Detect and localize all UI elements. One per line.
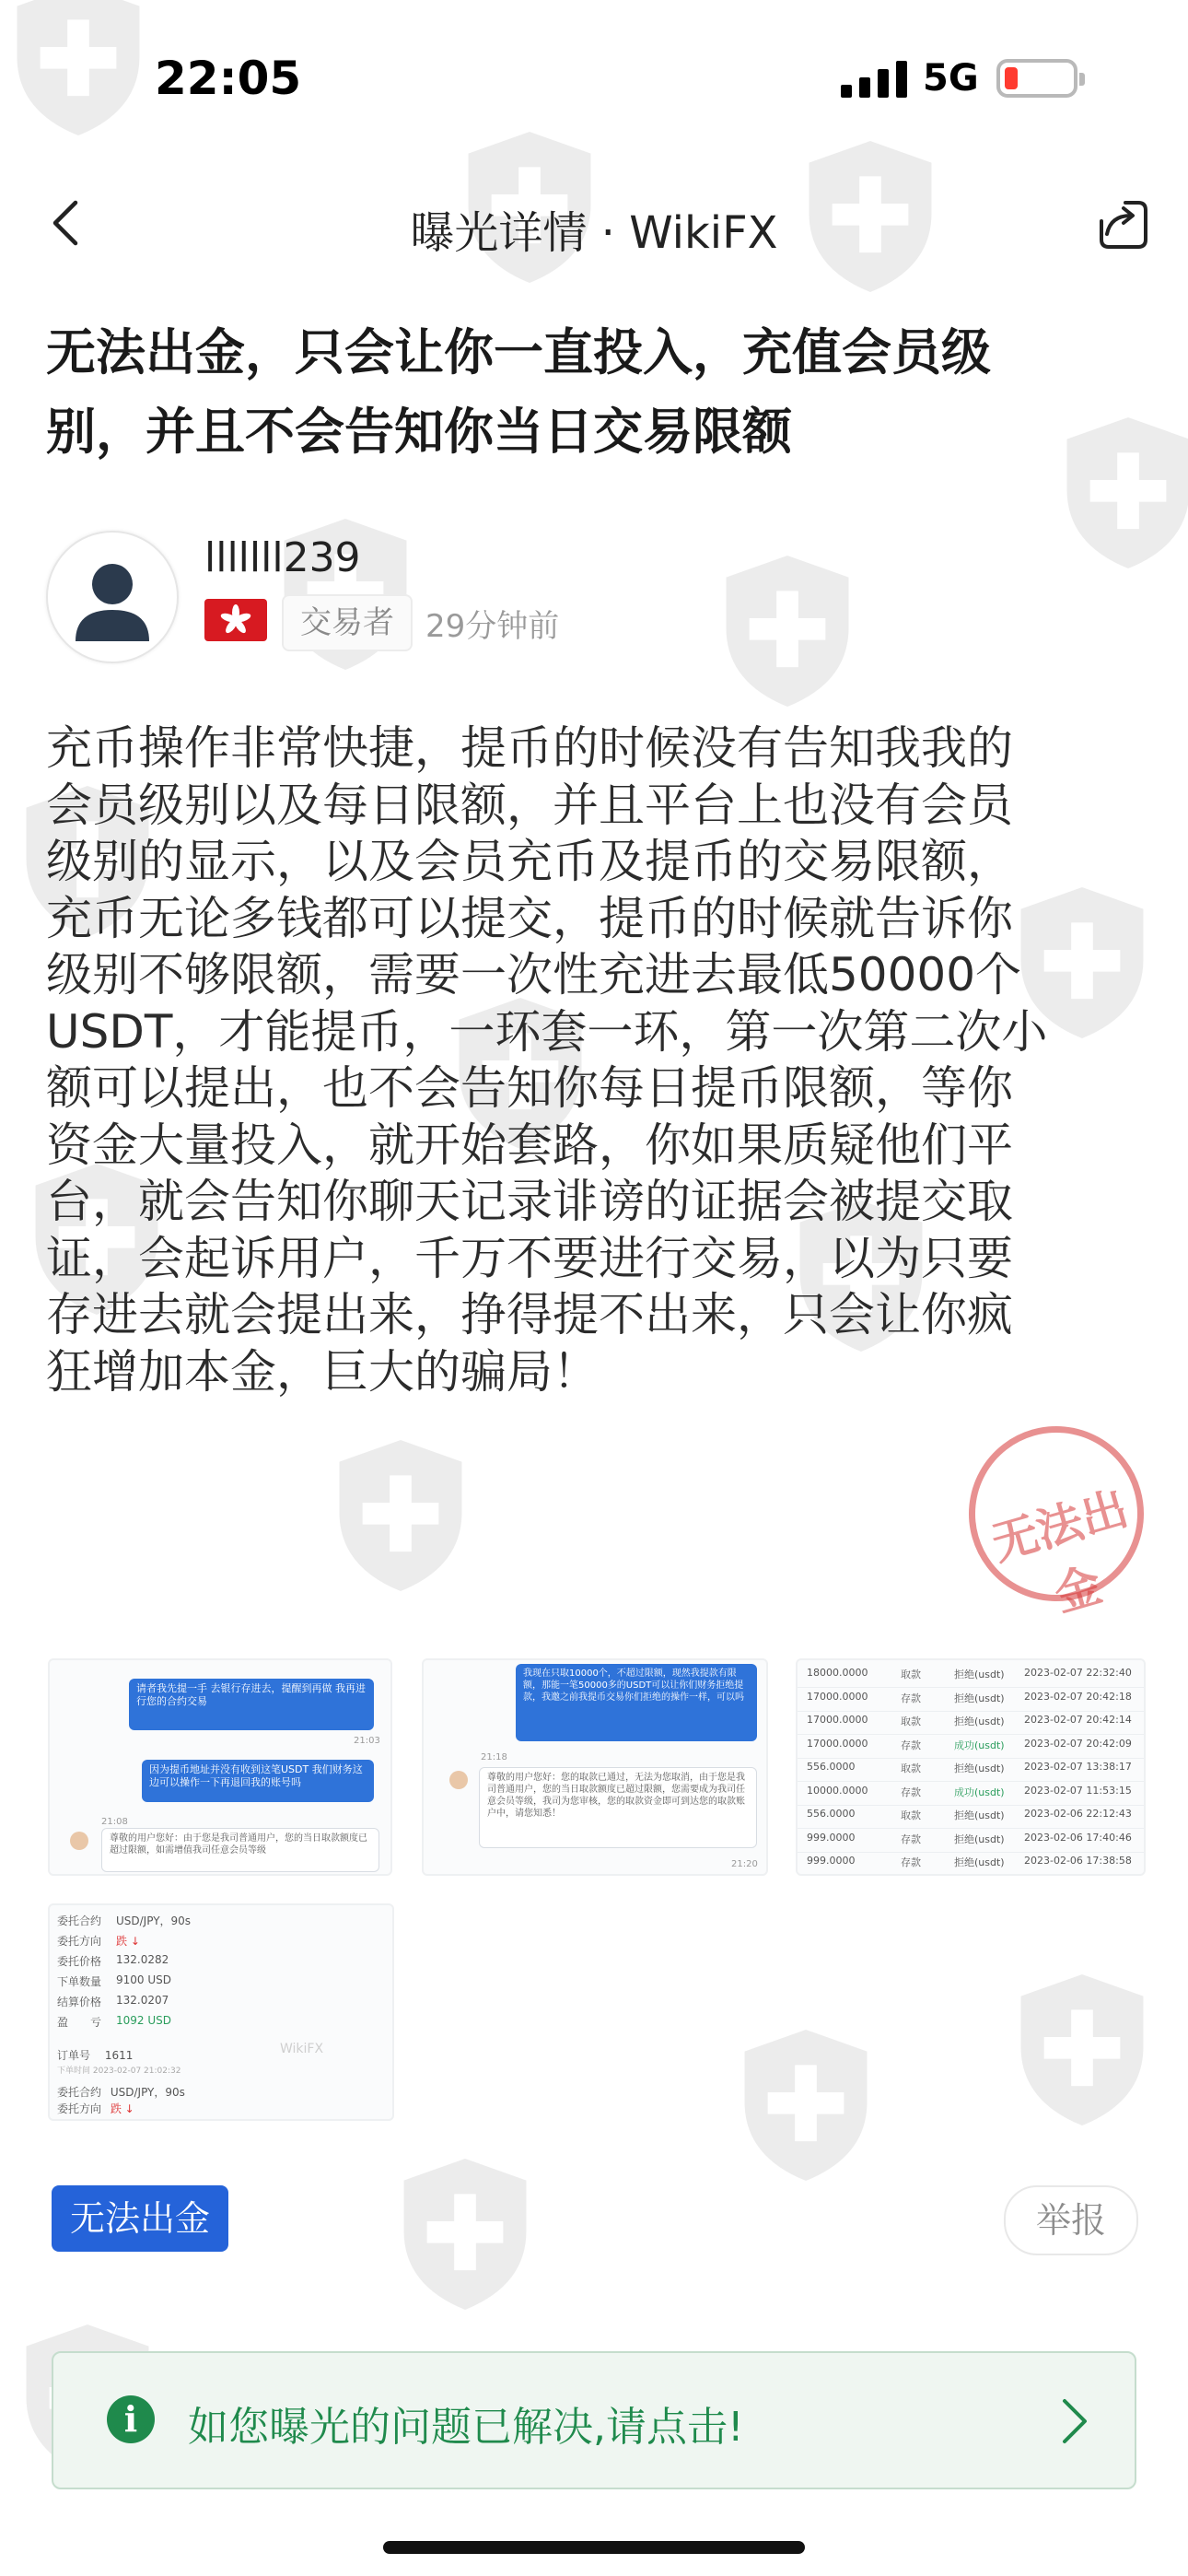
- order-direction: 跌 ↓: [110, 2102, 134, 2115]
- chat-bubble: 我现在只取10000个，不超过限额，现然我提款有限额，那能一笔50000多的USDT可以让你们财务拒绝提款，我邀之前我提币交易你们拒绝的操作一样，可以吗: [523, 1669, 744, 1703]
- screenshot-thumbnail-chat-2[interactable]: [422, 1658, 768, 1876]
- order-contract-label: 委托合约: [57, 2086, 102, 2099]
- body-line: 充币无论多钱都可以提交，提币的时候就告诉你: [46, 891, 1013, 945]
- order-contract: USD/JPY，90s: [110, 2086, 185, 2099]
- headline-line: 别，并且不会告知你当日交易限额: [46, 403, 792, 461]
- hong-kong-flag-icon: [204, 599, 267, 641]
- table-cell-status: 成功(usdt): [954, 1786, 1005, 1798]
- table-cell-amount: 999.0000: [807, 1831, 856, 1844]
- table-cell-amount: 17000.0000: [807, 1737, 868, 1750]
- avatar: [70, 1832, 88, 1850]
- battery-icon: [996, 59, 1077, 98]
- order-field-value: 1092 USD: [116, 2014, 171, 2027]
- order-field-value: 132.0282: [116, 1953, 169, 1966]
- table-cell-time: 2023-02-06 22:12:43: [1024, 1808, 1132, 1820]
- watermark-shield-icon: [332, 1437, 470, 1594]
- table-row: [798, 1780, 1144, 1806]
- table-cell-time: 2023-02-06 17:40:46: [1024, 1831, 1132, 1844]
- screenshot-thumbnail-chat-1[interactable]: [48, 1658, 392, 1876]
- chat-time: 21:18: [481, 1752, 507, 1762]
- chat-bubble: 请者我先提一手 去银行存进去，提醒到再做 我再进行您的合约交易: [136, 1682, 366, 1707]
- table-cell-time: 2023-02-07 11:53:15: [1024, 1784, 1132, 1797]
- screenshot-thumbnail-transactions[interactable]: [796, 1658, 1146, 1876]
- screenshot-thumbnail-order[interactable]: [48, 1903, 394, 2121]
- resolved-banner[interactable]: [52, 2351, 1136, 2489]
- chat-time: 21:08: [101, 1817, 128, 1827]
- navigation-bar: [0, 175, 1188, 276]
- order-field-label: 委托合约: [57, 1914, 102, 1927]
- clock: 22:05: [155, 52, 302, 105]
- order-number-label: 订单号: [57, 2049, 91, 2062]
- home-indicator[interactable]: [383, 2541, 805, 2554]
- table-cell-time: 2023-02-07 22:32:40: [1024, 1667, 1132, 1679]
- body-line: 证，会起诉用户，千万不要进行交易，以为只要: [46, 1231, 1013, 1285]
- avatar[interactable]: [46, 531, 179, 663]
- table-row: [798, 1733, 1144, 1759]
- order-direction-label: 委托方向: [57, 2102, 102, 2115]
- order-detail-row: [50, 1951, 392, 1972]
- chevron-right-icon: [1057, 2395, 1090, 2447]
- order-field-label: 委托价格: [57, 1955, 102, 1968]
- order-detail-row: [50, 1911, 392, 1931]
- banner-text: 如您曝光的问题已解决,请点击!: [188, 2404, 744, 2451]
- order-detail-row: [50, 1992, 392, 2012]
- share-icon[interactable]: [1094, 195, 1153, 254]
- body-line: 狂增加本金，巨大的骗局！: [46, 1344, 599, 1399]
- body-line: 级别不够限额，需要一次性充进去最低50000个: [46, 948, 1022, 1001]
- table-cell-type: 存款: [901, 1856, 921, 1868]
- order-field-label: 盈 亏: [57, 2016, 102, 2029]
- table-row: [798, 1850, 1144, 1876]
- table-cell-amount: 999.0000: [807, 1855, 856, 1867]
- order-detail-row: [50, 1931, 392, 1951]
- order-field-label: 结算价格: [57, 1996, 102, 2008]
- table-cell-type: 取款: [901, 1762, 921, 1774]
- table-cell-type: 取款: [901, 1669, 921, 1680]
- table-cell-type: 取款: [901, 1715, 921, 1727]
- table-cell-time: 2023-02-07 20:42:14: [1024, 1714, 1132, 1726]
- watermark-shield-icon: [396, 2156, 534, 2313]
- body-line: 台，就会告知你聊天记录诽谤的证据会被提交取: [46, 1175, 1013, 1228]
- body-line: 会员级别以及每日限额，并且平台上也没有会员: [46, 778, 1013, 832]
- watermark-shield-icon: [718, 553, 856, 709]
- report-button[interactable]: 举报: [1004, 2185, 1138, 2255]
- table-cell-type: 存款: [901, 1692, 921, 1704]
- table-cell-type: 存款: [901, 1786, 921, 1798]
- page-title: 曝光详情 · WikiFX: [410, 207, 778, 259]
- table-cell-type: 存款: [901, 1739, 921, 1751]
- order-time: 下单时间 2023-02-07 21:02:32: [57, 2067, 181, 2076]
- table-row: [798, 1756, 1144, 1782]
- table-cell-amount: 556.0000: [807, 1761, 856, 1773]
- table-cell-status: 拒绝(usdt): [954, 1832, 1005, 1845]
- table-cell-status: 拒绝(usdt): [954, 1715, 1005, 1727]
- table-cell-time: 2023-02-07 20:42:09: [1024, 1737, 1132, 1750]
- headline-line: 无法出金，只会让你一直投入，充值会员级: [46, 323, 991, 381]
- network-type: 5G: [923, 57, 979, 100]
- order-field-value: 132.0207: [116, 1994, 169, 2007]
- body-line: 级别的显示，以及会员充币及提币的交易限额，: [46, 835, 1013, 888]
- order-field-value: USD/JPY，90s: [116, 1914, 192, 1927]
- status-bar: [0, 0, 1188, 138]
- table-row: [798, 1709, 1144, 1735]
- table-cell-time: 2023-02-06 17:38:58: [1024, 1855, 1132, 1867]
- chat-bubble: 因为提币地址并没有收到这笔USDT 我们财务这边可以操作一下再退回我的账号吗: [149, 1763, 363, 1788]
- body-line: 存进去就会提出来，挣得提不出来，只会让你疯: [46, 1288, 1013, 1341]
- author-role-badge: 交易者: [282, 594, 413, 651]
- watermark-shield-icon: [737, 2027, 875, 2184]
- order-field-label: 下单数量: [57, 1975, 102, 1988]
- table-cell-type: 取款: [901, 1809, 921, 1821]
- table-row: [798, 1686, 1144, 1712]
- order-detail-row: [50, 2012, 392, 2032]
- body-line: USDT，才能提币，一环套一环，第一次第二次小: [46, 1004, 1048, 1059]
- post-headline: [46, 313, 1151, 472]
- table-cell-amount: 556.0000: [807, 1808, 856, 1820]
- table-cell-status: 拒绝(usdt): [954, 1856, 1005, 1868]
- table-cell-time: 2023-02-07 13:38:17: [1024, 1761, 1132, 1773]
- table-cell-amount: 10000.0000: [807, 1784, 868, 1797]
- chat-bubble: 尊敬的用户您好：由于您是我司普通用户，您的当日取款额度已超过限额，如需增值我司任意会员等级: [110, 1833, 367, 1856]
- table-cell-status: 拒绝(usdt): [954, 1669, 1005, 1680]
- cellular-signal-icon: [841, 61, 907, 98]
- table-cell-type: 存款: [901, 1832, 921, 1845]
- order-detail-row: [50, 1972, 392, 1992]
- table-cell-amount: 17000.0000: [807, 1690, 868, 1703]
- post-body: [46, 720, 1151, 1400]
- order-field-value: 跌 ↓: [116, 1935, 140, 1948]
- order-field-value: 9100 USD: [116, 1973, 171, 1986]
- category-tag[interactable]: 无法出金: [52, 2185, 228, 2252]
- body-line: 充币操作非常快捷，提币的时候没有告知我我的: [46, 721, 1013, 775]
- body-line: 额可以提出，也不会告知你每日提币限额，等你: [46, 1061, 1013, 1115]
- table-cell-status: 拒绝(usdt): [954, 1692, 1005, 1704]
- body-line: 资金大量投入，就开始套路，你如果质疑他们平: [46, 1118, 1013, 1172]
- table-row: [798, 1827, 1144, 1853]
- avatar: [449, 1771, 468, 1789]
- table-cell-time: 2023-02-07 20:42:18: [1024, 1690, 1132, 1703]
- stamp-icon: 无法出金: [948, 1405, 1164, 1622]
- watermark-shield-icon: [1013, 1972, 1151, 2128]
- chat-time: 21:20: [731, 1859, 758, 1869]
- table-cell-amount: 17000.0000: [807, 1714, 868, 1726]
- chat-time: 21:03: [354, 1736, 380, 1746]
- chat-bubble: 尊敬的用户您好：您的取款已通过，无法为您取消，由于您是我司普通用户，您的当日取款额度已超过限额，您需要成为我司任意会员等级，我司为您审核，您的取款资金即可到达您的取款账户中，请您知悉！: [487, 1773, 745, 1819]
- order-number: 1611: [104, 2049, 134, 2062]
- post-time: 29分钟前: [425, 608, 560, 645]
- table-row: [798, 1803, 1144, 1829]
- table-cell-amount: 18000.0000: [807, 1667, 868, 1679]
- order-field-label: 委托方向: [57, 1935, 102, 1948]
- table-cell-status: 拒绝(usdt): [954, 1809, 1005, 1821]
- table-cell-status: 成功(usdt): [954, 1739, 1005, 1751]
- watermark-text: WikiFX: [280, 2042, 324, 2056]
- default-user-icon: [48, 533, 177, 662]
- info-icon: i: [107, 2395, 155, 2443]
- author-name[interactable]: lllllll239: [204, 534, 361, 581]
- table-cell-status: 拒绝(usdt): [954, 1762, 1005, 1774]
- table-row: [798, 1662, 1144, 1688]
